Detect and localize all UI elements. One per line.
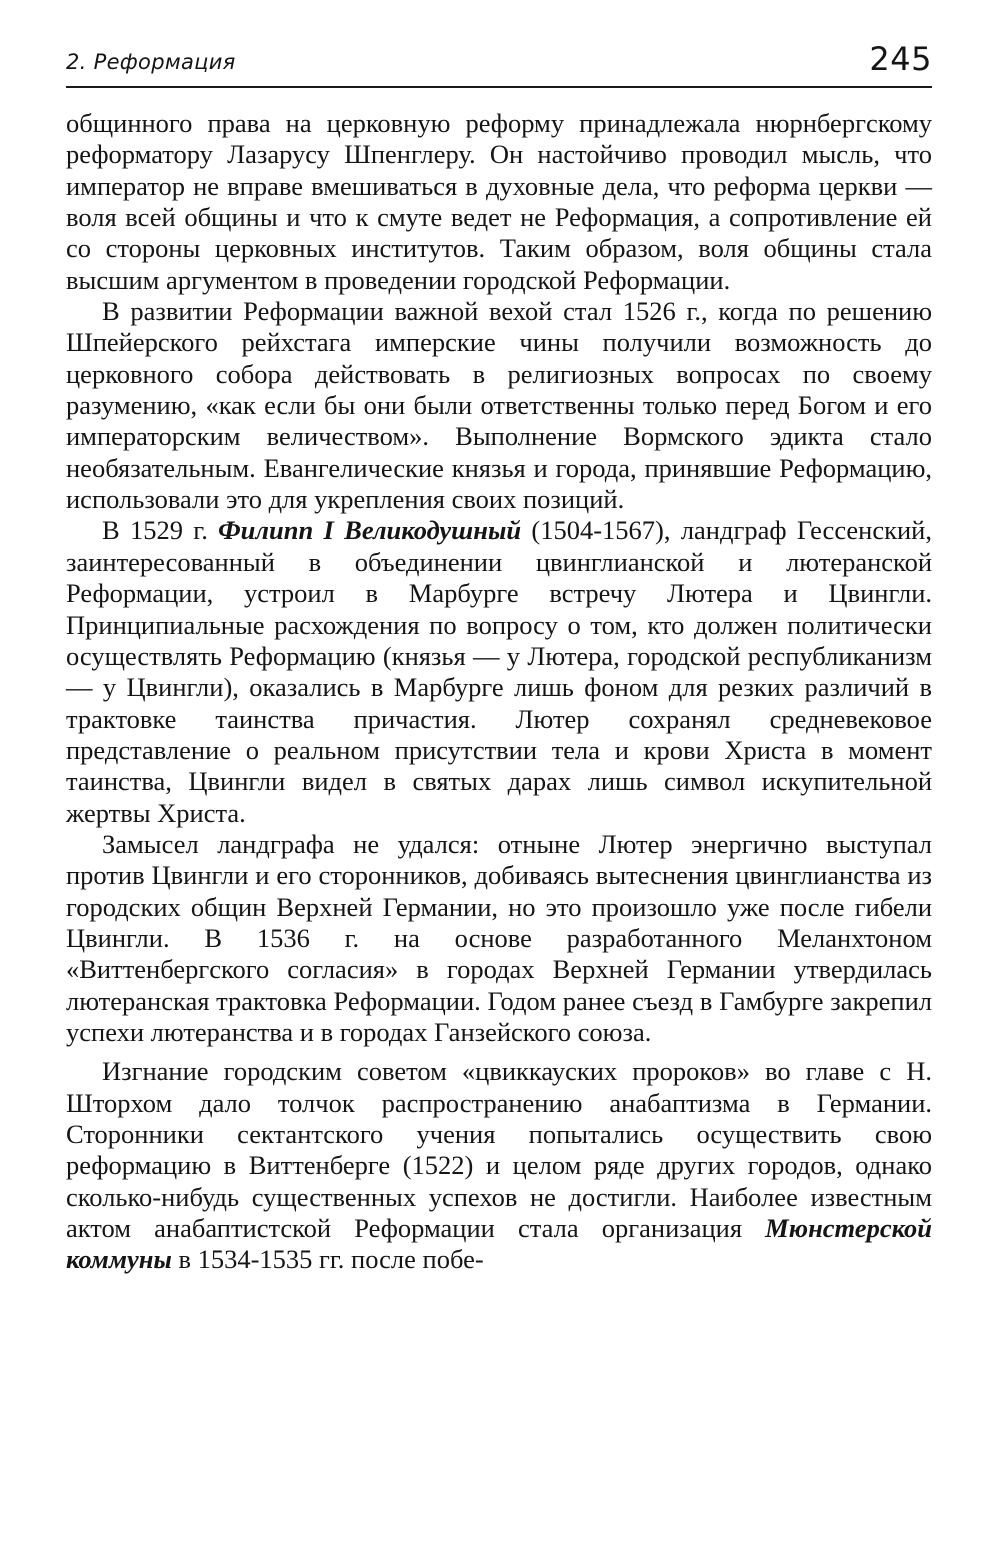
person-name-emphasis: Филипп I Великодушный: [218, 515, 522, 546]
paragraph-3-lead: В 1529 г.: [102, 515, 219, 546]
page-number: 245: [869, 40, 932, 78]
book-page: [66, 40, 932, 1276]
paragraph-5-rest: в 1534-1535 гг. после побе-: [171, 1244, 484, 1275]
paragraph-2: В развитии Реформации важной вехой стал 1526 г., когда по решению Шпейерского рейхстага имперские чины получили возможность до церковного собора действовать в религиозных вопросах по своему разумению, «как если бы они были ответственны только перед Богом и его императорским величеством». Выполнение Вормского эдикта стало необязательным. Евангелические князья и города, принявшие Реформацию, использовали это для укрепления своих позиций.: [66, 296, 932, 515]
section-title: 2. Реформация: [66, 50, 236, 74]
body-text: [66, 108, 932, 1276]
paragraph-1: общинного права на церковную реформу принадлежала нюрнбергскому реформатору Лазарусу Шпенглеру. Он настойчиво проводил мысль, что император не вправе вмешиваться в духовные дела, что реформа церкви — воля всей общины и что к смуте ведет не Реформация, а сопротивление ей со стороны церковных институтов. Таким образом, воля общины стала высшим аргументом в проведении городской Реформации.: [66, 108, 932, 295]
paragraph-5: [66, 1056, 932, 1275]
paragraph-3: [66, 515, 932, 828]
commune-name-emphasis: Мюнстерской коммуны: [66, 1213, 932, 1275]
paragraph-5-lead: Изгнание городским советом «цвиккауских пророков» во главе с Н. Шторхом дало толчок распространению анабаптизма в Германии. Сторонники сектантского учения попытались осуществить свою реформацию в Виттенберге (1522) и целом ряде других городов, однако сколько-нибудь существенных успехов не достигли. Наиболее известным актом анабаптистской Реформации стала организация: [66, 1056, 932, 1244]
paragraph-3-rest: (1504-1567), ландграф Гессенский, заинтересованный в объединении цвинглианской и лютеранской Реформации, устроил в Марбурге встречу Лютера и Цвингли. Принципиальные расхождения по вопросу о том, кто должен политически осуществлять Реформацию (князья — у Лютера, городской республиканизм — у Цвингли), оказались в Марбурге лишь фоном для резких различий в трактовке таинства причастия. Лютер сохранял средневековое представление о реальном присутствии тела и крови Христа в момент таинства, Цвингли видел в святых дарах лишь символ искупительной жертвы Христа.: [66, 515, 932, 828]
paragraph-4: Замысел ландграфа не удался: отныне Лютер энергично выступал против Цвингли и его сторонников, добиваясь вытеснения цвинглианства из городских общин Верхней Германии, но это произошло уже после гибели Цвингли. В 1536 г. на основе разработанного Меланхтоном «Виттенбергского согласия» в городах Верхней Германии утвердилась лютеранская трактовка Реформации. Годом ранее съезд в Гамбурге закрепил успехи лютеранства и в городах Ганзейского союза.: [66, 828, 932, 1047]
running-header: [66, 40, 932, 88]
